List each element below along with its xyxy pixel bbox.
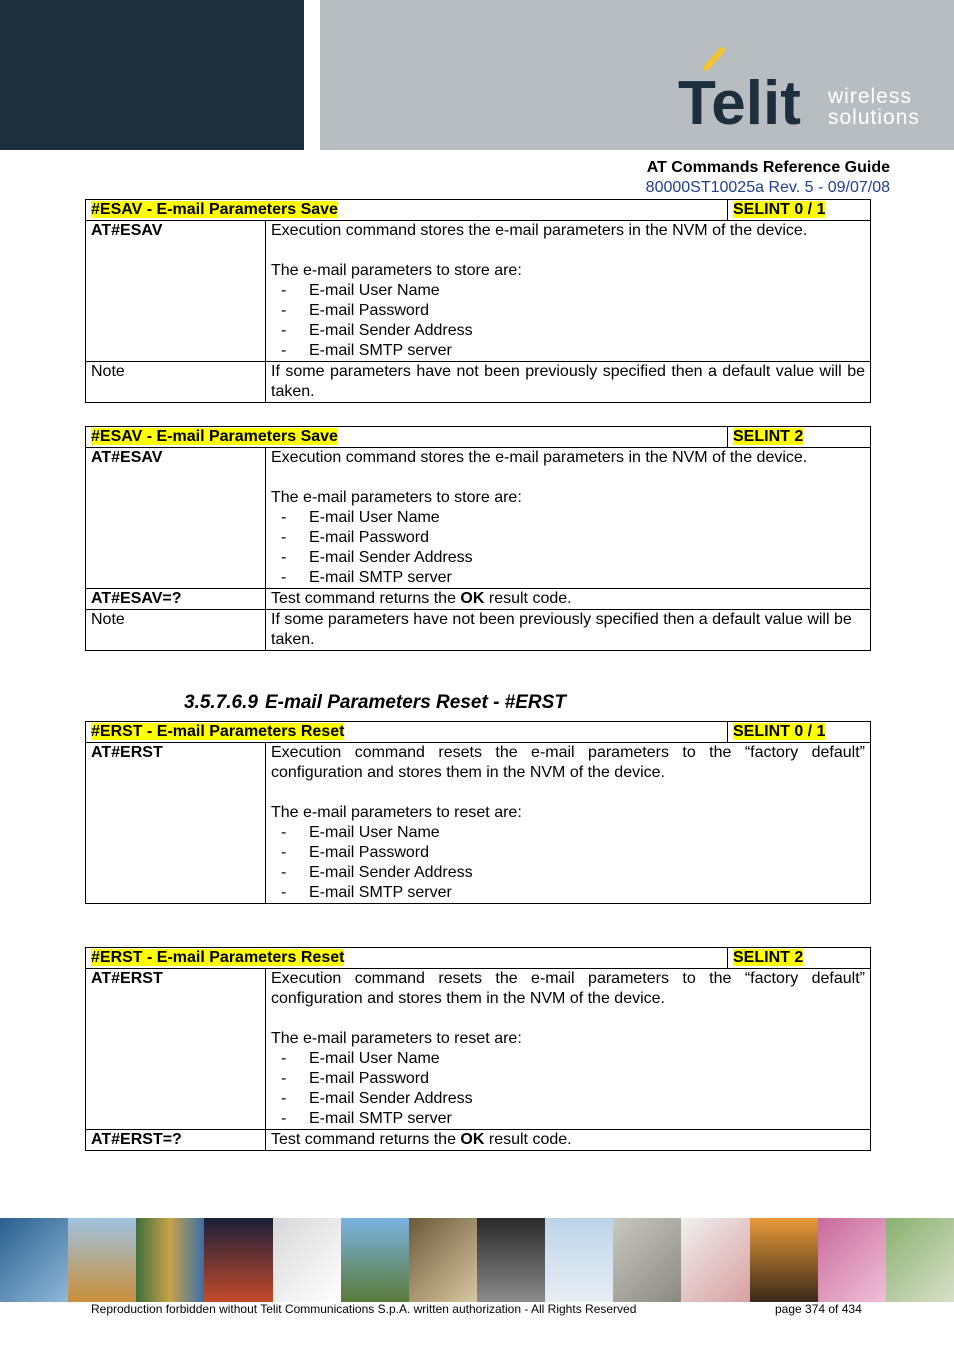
list-item: - E-mail SMTP server — [271, 1109, 865, 1129]
table-title: #ERST - E-mail Parameters Reset — [91, 949, 345, 966]
telit-logo — [676, 44, 936, 134]
selint-badge: SELINT 0 / 1 — [733, 723, 826, 740]
footer-image-strip — [0, 1218, 954, 1302]
logo-tagline-1: wireless — [828, 85, 912, 108]
command-description: Execution command stores the e-mail parameters in the NVM of the device. — [271, 222, 808, 239]
parameter-list — [271, 281, 865, 361]
table-title: #ERST - E-mail Parameters Reset — [91, 723, 345, 740]
command-cell: AT#ERST — [86, 969, 266, 1130]
erst-table-selint-01 — [85, 721, 871, 904]
note-label: Note — [86, 610, 266, 651]
note-text: If some parameters have not been previously specified then a default value will be taken. — [266, 610, 871, 651]
esav-table-selint-01 — [85, 199, 871, 403]
test-command-description: Test command returns the OK result code. — [266, 1130, 871, 1151]
list-item: - E-mail User Name — [271, 1049, 865, 1069]
parameter-intro: The e-mail parameters to reset are: — [271, 1030, 522, 1047]
parameter-list — [271, 508, 865, 588]
list-item: - E-mail SMTP server — [271, 341, 865, 361]
list-item: - E-mail User Name — [271, 281, 865, 301]
guide-revision: 80000ST10025a Rev. 5 - 09/07/08 — [645, 179, 890, 196]
list-item: - E-mail Password — [271, 843, 865, 863]
list-item: - E-mail SMTP server — [271, 883, 865, 903]
parameter-list — [271, 823, 865, 903]
command-description: Execution command stores the e-mail parameters in the NVM of the device. — [271, 449, 808, 466]
page-number: page 374 of 434 — [775, 1302, 862, 1316]
parameter-intro: The e-mail parameters to store are: — [271, 489, 522, 506]
logo-wordmark: Telit — [678, 69, 801, 134]
list-item: - E-mail Sender Address — [271, 1089, 865, 1109]
command-cell: AT#ESAV — [86, 448, 266, 589]
table-title: #ESAV - E-mail Parameters Save — [91, 428, 338, 445]
parameter-intro: The e-mail parameters to store are: — [271, 262, 522, 279]
ok-code: OK — [460, 1131, 485, 1148]
list-item: - E-mail Sender Address — [271, 321, 865, 341]
section-title: E-mail Parameters Reset - #ERST — [264, 692, 566, 713]
table-title: #ESAV - E-mail Parameters Save — [91, 201, 338, 218]
selint-badge: SELINT 0 / 1 — [733, 201, 826, 218]
list-item: - E-mail Sender Address — [271, 548, 865, 568]
command-cell: AT#ERST — [86, 743, 266, 904]
list-item: - E-mail Password — [271, 528, 865, 548]
command-cell: AT#ESAV=? — [86, 589, 266, 610]
selint-badge: SELINT 2 — [733, 428, 804, 445]
section-number: 3.5.7.6.9 — [184, 692, 258, 713]
list-item: - E-mail User Name — [271, 508, 865, 528]
list-item: - E-mail User Name — [271, 823, 865, 843]
command-cell: AT#ESAV — [86, 221, 266, 362]
note-text: If some parameters have not been previously specified then a default value will be taken. — [266, 362, 871, 403]
header-dark-block — [0, 0, 304, 150]
list-item: - E-mail Sender Address — [271, 863, 865, 883]
guide-title: AT Commands Reference Guide — [646, 159, 890, 176]
test-command-description: Test command returns the OK result code. — [266, 589, 871, 610]
command-description: Execution command resets the e-mail parameters to the “factory default” configuration and stores them in the NVM of the device. — [271, 970, 865, 1007]
parameter-intro: The e-mail parameters to reset are: — [271, 804, 522, 821]
list-item: - E-mail Password — [271, 301, 865, 321]
note-label: Note — [86, 362, 266, 403]
list-item: - E-mail SMTP server — [271, 568, 865, 588]
erst-table-selint-2 — [85, 947, 871, 1151]
selint-badge: SELINT 2 — [733, 949, 804, 966]
logo-tagline-2: solutions — [828, 106, 920, 129]
parameter-list — [271, 1049, 865, 1129]
esav-table-selint-2 — [85, 426, 871, 651]
section-heading — [184, 692, 566, 714]
command-cell: AT#ERST=? — [86, 1130, 266, 1151]
copyright-notice: Reproduction forbidden without Telit Communications S.p.A. written authorization - All Rights Reserved — [91, 1302, 637, 1316]
list-item: - E-mail Password — [271, 1069, 865, 1089]
command-description: Execution command resets the e-mail parameters to the “factory default” configuration and stores them in the NVM of the device. — [271, 744, 865, 781]
ok-code: OK — [460, 590, 485, 607]
